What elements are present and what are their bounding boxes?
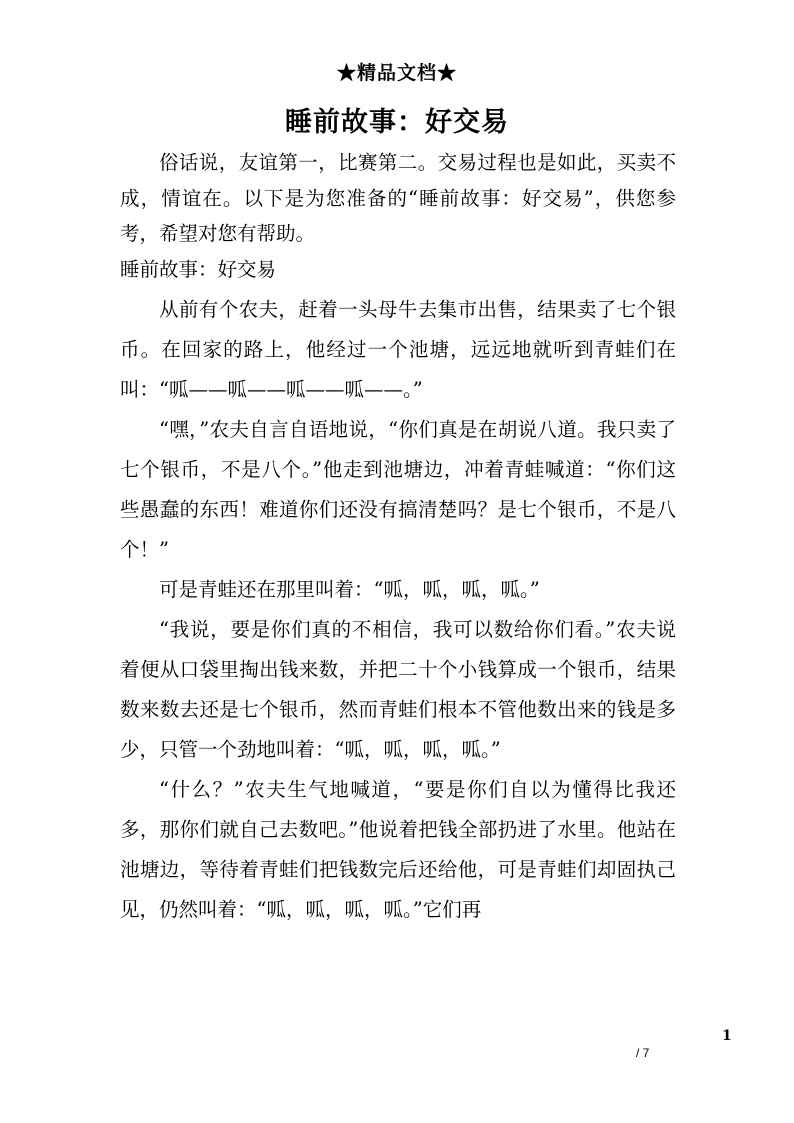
story-paragraph-2: “嘿，”农夫自言自语地说，“你们真是在胡说八道。我只卖了七个银币，不是八个。”他走到池塘边，冲着青蛙喊道：“你们这些愚蠢的东西！难道你们还没有搞清楚吗？是七个银币，不是八个！” xyxy=(120,418,676,561)
document-body xyxy=(120,145,676,930)
page-total: / 7 xyxy=(636,1046,650,1060)
page-number: 1 xyxy=(722,1028,732,1044)
story-paragraph-1: 从前有个农夫，赶着一头母牛去集市出售，结果卖了七个银币。在回家的路上，他经过一个池塘，远远地就听到青蛙们在叫：“呱——呱——呱——呱——。” xyxy=(120,298,676,401)
document-header: ★精品文档★ xyxy=(336,62,457,84)
story-paragraph-3: 可是青蛙还在那里叫着：“呱，呱，呱，呱。” xyxy=(159,578,540,601)
story-paragraph-4: “我说，要是你们真的不相信，我可以数给你们看。”农夫说着便从口袋里掏出钱来数，并把二十个小钱算成一个银币，结果数来数去还是七个银币，然而青蛙们根本不管他数出来的钱是多少，只管一个劲地叫着：“呱，呱，呱，呱。” xyxy=(120,618,676,761)
story-paragraph-5: “什么？”农夫生气地喊道，“要是你们自以为懂得比我还多，那你们就自己去数吧。”他说着把钱全部扔进了水里。他站在池塘边，等待着青蛙们把钱数完后还给他，可是青蛙们却固执己见，仍然叫着：“呱，呱，呱，呱。”它们再 xyxy=(120,778,676,921)
intro-paragraph: 俗话说，友谊第一，比赛第二。交易过程也是如此，买卖不成，情谊在。以下是为您准备的“睡前故事：好交易”，供您参考，希望对您有帮助。 xyxy=(120,151,676,245)
document-title: 睡前故事：好交易 xyxy=(285,107,509,138)
section-heading: 睡前故事：好交易 xyxy=(120,257,277,281)
